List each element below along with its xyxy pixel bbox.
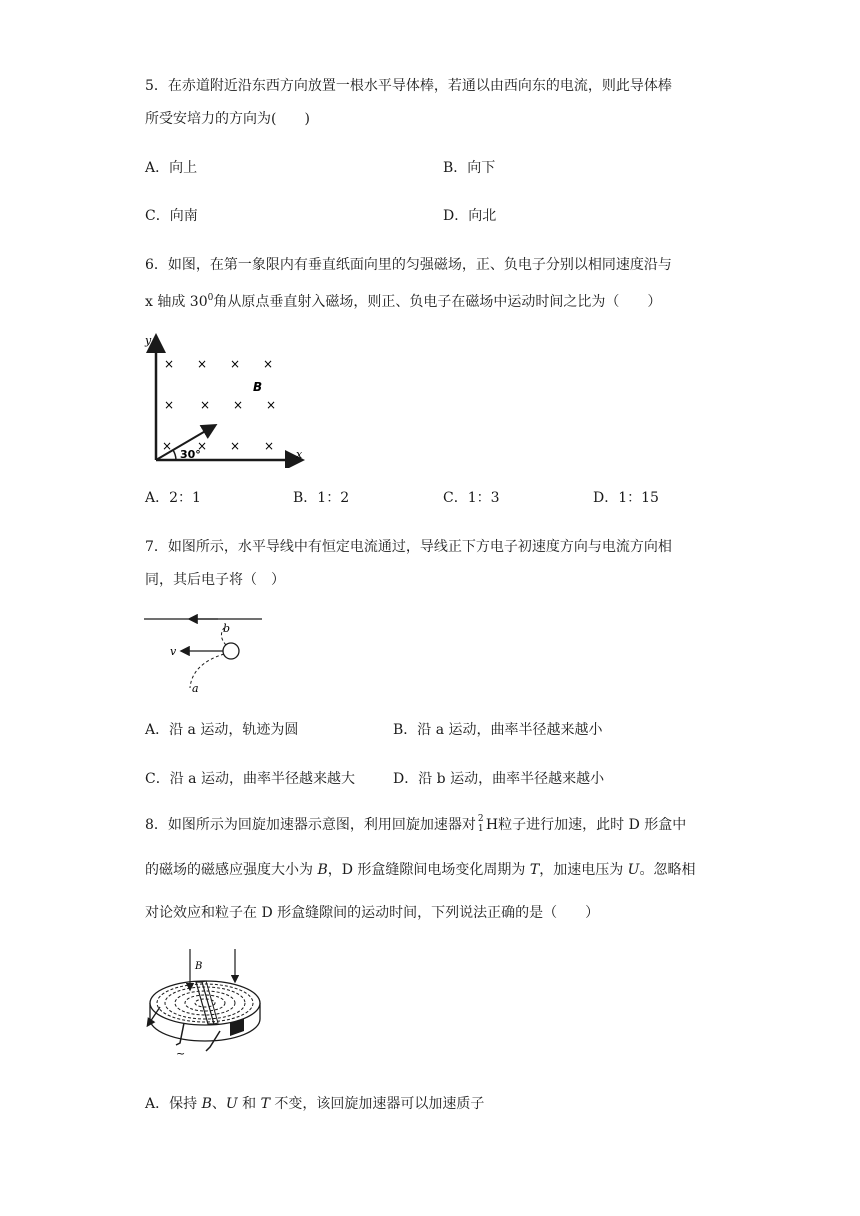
q8-isotope-number: 1 xyxy=(477,824,484,834)
cross-mark: × xyxy=(264,439,275,453)
cross-mark: × xyxy=(266,398,277,412)
q8-field-label: B xyxy=(195,961,203,972)
cross-mark: × xyxy=(233,398,244,412)
q7-option-b: B．沿 a 运动，曲率半径越来越小 xyxy=(393,722,603,738)
q6-field-crosses xyxy=(162,357,276,453)
cross-mark: × xyxy=(162,439,173,453)
q5-line2: 所受安培力的方向为( ) xyxy=(145,111,310,127)
q8-option-a-and: 和 xyxy=(237,1096,261,1112)
q8-option-a-sep: 、 xyxy=(211,1096,226,1112)
q8-var-u: U xyxy=(627,862,640,878)
q7-line1: 7．如图所示，水平导线中有恒定电流通过，导线正下方电子初速度方向与电流方向相 xyxy=(145,539,672,555)
q6-x-label: x xyxy=(296,448,303,461)
q7-option-c: C．沿 a 运动，曲率半径越来越大 xyxy=(145,771,355,787)
q5-option-a: A．向上 xyxy=(145,160,198,176)
q6-angle-arc xyxy=(173,450,176,460)
q8-option-a-t: T xyxy=(260,1096,270,1112)
q6-line2 xyxy=(145,288,661,312)
q6-degree-mark: 0 xyxy=(207,293,214,303)
q6-option-b: B．1：2 xyxy=(293,490,350,506)
q8-var-b: B xyxy=(317,862,328,878)
q8-line1 xyxy=(145,815,686,835)
cross-mark: × xyxy=(197,439,208,453)
cross-mark: × xyxy=(263,357,274,371)
q8-line2-c: ，加速电压为 xyxy=(539,862,628,878)
q7-v-label: v xyxy=(170,645,177,658)
q8-var-t: T xyxy=(529,862,540,878)
cross-mark: × xyxy=(197,357,208,371)
q8-line2-d: 。忽略相 xyxy=(639,862,696,878)
q8-isotope-prefix xyxy=(476,815,486,835)
q5-line1: 5．在赤道附近沿东西方向放置一根水平导体棒，若通以由西向东的电流，则此导体棒 xyxy=(145,78,672,94)
q7-electron xyxy=(223,643,239,659)
q6-option-a: A．2：1 xyxy=(145,490,201,506)
q5-option-d: D．向北 xyxy=(443,208,497,224)
q6-option-c: C．1：3 xyxy=(443,490,500,506)
q8-line1-post: 粒子进行加速，此时 D 形盒中 xyxy=(498,817,687,833)
q8-option-a-b: B xyxy=(201,1096,212,1112)
q8-line2-b: ，D 形盒缝隙间电场变化周期为 xyxy=(327,862,530,878)
q7-wire-electron-figure xyxy=(140,608,270,700)
q8-line1-pre: 8．如图所示为回旋加速器示意图，利用回旋加速器对 xyxy=(145,817,476,833)
cross-mark: × xyxy=(164,398,175,412)
q7-a-label: a xyxy=(192,682,199,695)
q8-line3: 对论效应和粒子在 D 形盒缝隙间的运动时间，下列说法正确的是（ ） xyxy=(145,905,600,921)
q6-line1: 6．如图，在第一象限内有垂直纸面向里的匀强磁场，正、负电子分别以相同速度沿与 xyxy=(145,257,672,273)
cross-mark: × xyxy=(230,357,241,371)
q6-line2-post: 角从原点垂直射入磁场，则正、负电子在磁场中运动时间之比为（ ） xyxy=(213,294,662,310)
q6-magnetic-field-figure xyxy=(140,330,310,468)
q6-y-label: y xyxy=(145,334,152,347)
q8-option-a-pre: A．保持 xyxy=(145,1096,202,1112)
q7-b-label: b xyxy=(223,622,231,635)
q8-isotope-symbol: H xyxy=(485,817,499,833)
q7-line2: 同，其后电子将（ ） xyxy=(145,572,285,588)
q8-line2 xyxy=(145,860,695,880)
q8-cyclotron-figure xyxy=(140,945,270,1065)
q8-option-a xyxy=(145,1094,484,1114)
q6-line2-pre: x 轴成 30 xyxy=(145,294,208,310)
cross-mark: × xyxy=(230,439,241,453)
q8-line2-a: 的磁场的磁感应强度大小为 xyxy=(145,862,318,878)
q5-option-c: C．向南 xyxy=(145,208,198,224)
cross-mark: × xyxy=(164,357,175,371)
q6-angle-label: 30° xyxy=(180,448,201,461)
q8-isotope-mass: 2 xyxy=(477,814,484,824)
q6-field-label: B xyxy=(253,380,263,394)
q8-option-a-u: U xyxy=(225,1096,238,1112)
q8-ac-source-label: ~ xyxy=(176,1047,186,1060)
q7-option-d: D．沿 b 运动，曲率半径越来越小 xyxy=(393,771,605,787)
q5-option-b: B．向下 xyxy=(443,160,496,176)
q6-option-d: D．1：15 xyxy=(593,490,659,506)
cross-mark: × xyxy=(200,398,211,412)
q8-option-a-post: 不变，该回旋加速器可以加速质子 xyxy=(269,1096,485,1112)
q7-option-a: A．沿 a 运动，轨迹为圆 xyxy=(145,722,299,738)
